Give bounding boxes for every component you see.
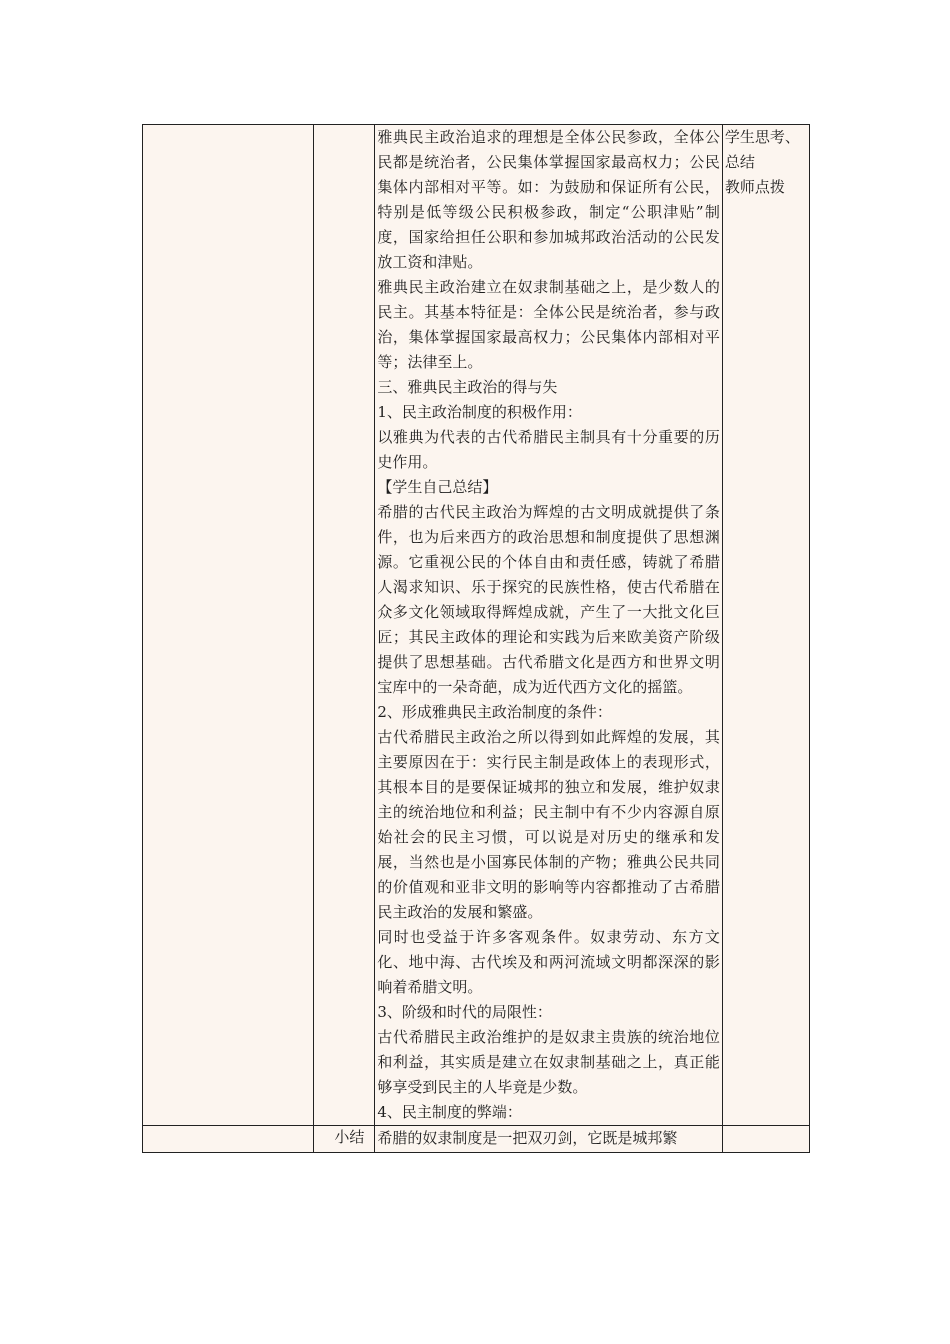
paragraph: 古代希腊民主政治之所以得到如此辉煌的发展，其主要原因在于：实行民主制是政体上的表现形式，其根本目的是要保证城邦的独立和发展，维护奴隶主的统治地位和利益；民主制中有不少内容源自原始社会的民主习惯，可以说是对历史的继承和发展，当然也是小国寡民体制的产物；雅典公民共同的价值观和亚非文明的影响等内容都推动了古希腊民主政治的发展和繁盛。	[377, 728, 720, 921]
paragraph: 雅典民主政治建立在奴隶制基础之上，是少数人的民主。其基本特征是：全体公民是统治者，参与政治，集体掌握国家最高权力；公民集体内部相对平等；法律至上。	[377, 278, 720, 371]
empty-cell	[143, 1126, 314, 1153]
content-cell	[375, 125, 723, 1126]
table-row	[143, 125, 810, 1126]
section-heading: 三、雅典民主政治的得与失	[377, 378, 558, 396]
subheading: 3、阶级和时代的局限性：	[377, 1003, 552, 1021]
paragraph: 古代希腊民主政治维护的是奴隶主贵族的统治地位和利益，其实质是建立在奴隶制基础之上，真正能够享受到民主的人毕竟是少数。	[377, 1028, 720, 1096]
subheading: 【学生自己总结】	[377, 478, 498, 496]
side-note: 教师点拨	[724, 178, 785, 196]
side-note: 总结	[724, 153, 755, 171]
paragraph: 希腊的古代民主政治为辉煌的古文明成就提供了条件，也为后来西方的政治思想和制度提供了思想渊源。它重视公民的个体自由和责任感，铸就了希腊人渴求知识、乐于探究的民族性格，使古代希腊在众多文化领域取得辉煌成就，产生了一大批文化巨匠；其民主政体的理论和实践为后来欧美资产阶级提供了思想基础。古代希腊文化是西方和世界文明宝库中的一朵奇葩，成为近代西方文化的摇篮。	[377, 503, 720, 696]
subheading: 2、形成雅典民主政治制度的条件：	[377, 703, 612, 721]
section-label-cell	[314, 125, 375, 1126]
table-row	[143, 1126, 810, 1153]
subheading: 4、民主制度的弊端：	[377, 1103, 522, 1121]
paragraph: 雅典民主政治追求的理想是全体公民参政，全体公民都是统治者，公民集体掌握国家最高权力；公民集体内部相对平等。如：为鼓励和保证所有公民，特别是低等级公民积极参政，制定“公职津贴”制度，国家给担任公职和参加城邦政治活动的公民发放工资和津贴。	[377, 128, 720, 271]
side-note: 学生思考、	[724, 128, 800, 146]
activity-cell	[722, 125, 809, 1126]
empty-cell	[143, 125, 314, 1126]
paragraph: 希腊的奴隶制度是一把双刃剑，它既是城邦繁	[377, 1129, 678, 1147]
subheading: 1、民主政治制度的积极作用：	[377, 403, 582, 421]
empty-cell	[722, 1126, 809, 1153]
summary-label: 小结	[314, 1126, 375, 1153]
summary-content-cell	[375, 1126, 723, 1153]
paragraph: 以雅典为代表的古代希腊民主制具有十分重要的历史作用。	[377, 428, 720, 471]
lesson-plan-table	[142, 124, 810, 1153]
paragraph: 同时也受益于许多客观条件。奴隶劳动、东方文化、地中海、古代埃及和两河流域文明都深深的影响着希腊文明。	[377, 928, 720, 996]
